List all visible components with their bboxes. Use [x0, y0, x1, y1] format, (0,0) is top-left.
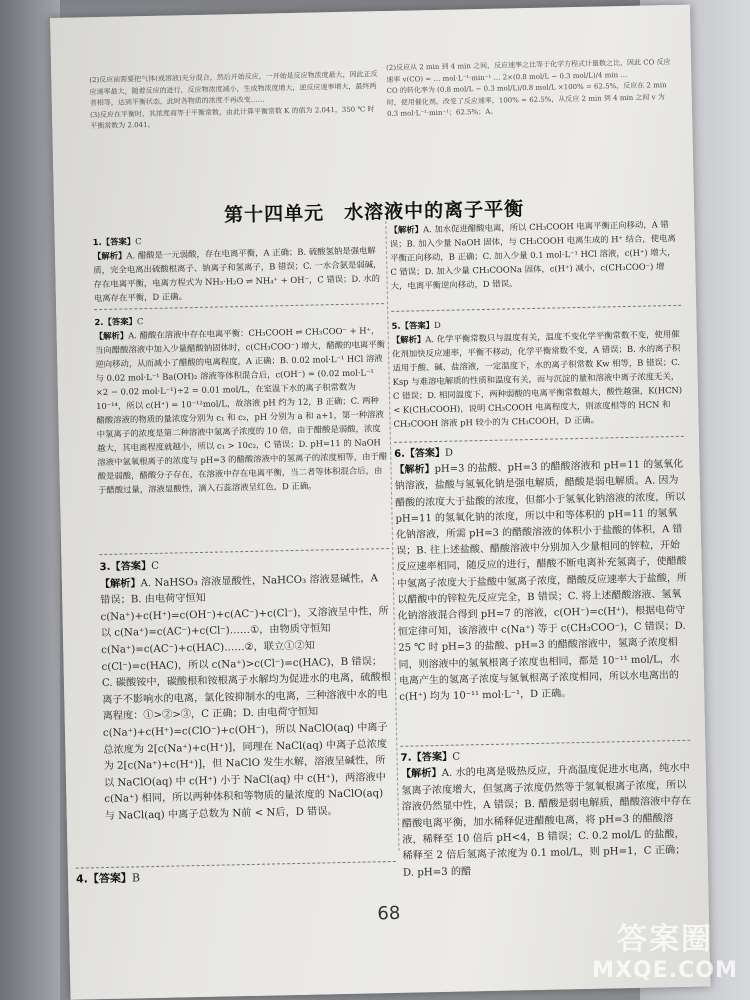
question-2 — [94, 309, 388, 497]
q1-explain-text: A. 醋酸是一元弱酸，存在电离平衡，A 正确；B. 硫酸氢钠是强电解质，完全电离出硫酸根离子、钠离子和氢离子，B 错误；C. 一水合氨是弱碱，存在电离平衡，电离方程式为 NH₃·H₂O ⇌ NH₄⁺ + OH⁻，C 错误；D. 水的电离存在平衡，D 正确。 — [93, 245, 382, 304]
q1-answer-label: 1.【答案】 — [92, 236, 136, 248]
q3-answer: C — [151, 560, 160, 572]
question-4 — [76, 865, 366, 888]
page-number: 68 — [377, 902, 401, 925]
watermark-url: MXQE.COM — [592, 958, 738, 983]
q7-explain-label: 【解析】 — [400, 768, 442, 781]
unit-title: 第十四单元 水溶液中的离子平衡 — [223, 198, 525, 227]
question-1 — [93, 229, 384, 305]
q3-explain-label: 【解析】 — [99, 577, 141, 590]
q2-answer-label: 2.【答案】 — [94, 316, 137, 328]
question-7 — [400, 745, 693, 882]
top-right-continuation — [386, 57, 677, 121]
watermark-logo-text — [590, 922, 740, 958]
book-page — [50, 5, 710, 1000]
question-3 — [99, 554, 394, 826]
q7-explain-text: A. 水的电离是吸热反应，升高温度促进水电离，纯水中氢离子浓度增大，但氢离子浓度仍然等于氢氧根离子浓度，所以溶液仍然显中性，A 错误；B. 醋酸是弱电解质，醋酸溶液中存在醋酸电离平衡，加水稀释促进醋酸电离，将 pH=3 的醋酸溶液，稀释至 10 倍后 pH<4，B 错误；C. 0.2 mol/L 的盐酸，稀释至 2 倍后氢离子浓度为 0.1 mol/L，则 pH=1，C 正确；D. pH=3 的醋 — [401, 763, 692, 879]
q2-explain-text: A. 醋酸在溶液中存在电离平衡：CH₃COOH ⇌ CH₃COO⁻ + H⁺，当向醋酸溶液中加入少量醋酸钠固体时，c(CH₃COO⁻) 增大，醋酸的电离平衡逆向移动，从而减小了醋酸的电离程度，A 正确；B. 0.02 mol·L⁻¹ HCl 溶液与 0.02 mol·L⁻¹ Ba(OH)₂ 溶液等体积混合后，c(OH⁻) = (0.02 mol·L⁻¹ ×2 − 0.02 mol·L⁻¹)÷2 = 0.01 mol/L，在室温下水的离子积常数为 10⁻¹⁴，所以 c(H⁺) = 10⁻¹²mol/L，故溶液 pH 约为 12，B 正确；C. 两种醋酸溶液的物质的量浓度分别为 c₁ 和 c₂，pH 分别为 a 和 a+1，第一种溶液中氢离子的浓度是第二种溶液中氢离子浓度的 10 倍，由于醋酸是弱酸，浓度越大，其电离程度就越小，所以 c₁ > 10c₂，C 错误；D. pH=11 的 NaOH 溶液中氢氧根离子的浓度与 pH=3 的醋酸溶液中的氢离子的浓度相等，由于醋酸是弱酸，醋酸分子存在，在溶液中存在电离平衡，当二者等体积混合后，由于醋酸过量，溶液显酸性，滴入石蕊溶液呈红色，D 正确。 — [94, 325, 388, 496]
question-4-explain — [389, 217, 680, 293]
background-left — [0, 0, 60, 1000]
q4-answer-label: 4.【答案】 — [75, 871, 133, 886]
top-left-para-2: (3)反应在平衡时，其浓度商等于平衡常数，由此计算平衡常数 K 的值为 2.041，350 ℃ 时平衡常数为 2.041。 — [89, 104, 375, 131]
q6-answer: D — [444, 447, 454, 459]
top-right-para-1: (2)反应从 2 min 到 4 min 之间，反应速率之比等于化学方程式计量数之比，因此 CO 反应速率 v(CO) = … mol·L⁻¹·min⁻¹ … 2×(0.8 mol/L − 0.3 mol/L)/4 min … — [386, 58, 671, 84]
top-left-para-1: (2)反应前需要把气体(或溶液)充分混合，然后开始反应，一开始是反应物浓度最大，因此正反应速率最大，随着反应的进行，反应物浓度减小，生成物浓度增大，逆反应速率增大，最终两者相等，达到平衡状态，此时各物质的浓度不再改变…… — [89, 70, 378, 108]
q4-answer: B — [131, 871, 141, 885]
q6-explain-label: 【解析】 — [394, 464, 435, 477]
q2-answer: C — [136, 316, 144, 327]
q1-answer: C — [135, 236, 142, 247]
q4-explain-text: A. 加水促进醋酸电离，所以 CH₃COOH 电离平衡正向移动，A 错误；B. 加入少量 NaOH 固体，与 CH₃COOH 电离生成的 H⁺ 结合，使电离平衡正向移动，B 正确；C. 加入少量 0.1 mol·L⁻¹ HCl 溶液，c(H⁺) 增大，C 错误；D. 加入少量 CH₃COONa 固体，c(H⁺) 减小，c(CH₃COO⁻) 增大，电离平衡逆向移动，D 错误。 — [389, 219, 676, 291]
q5-answer-label: 5.【答案】 — [391, 320, 435, 331]
q2-explain-label: 【解析】 — [94, 330, 129, 342]
q4-explain-label: 【解析】 — [389, 224, 424, 235]
q4-divider — [391, 305, 681, 312]
question-6 — [394, 441, 689, 706]
question-5 — [391, 313, 683, 431]
q7-answer-label: 7.【答案】 — [400, 751, 453, 764]
q5-explain-label: 【解析】 — [391, 334, 426, 345]
top-left-continuation — [89, 69, 380, 133]
q5-explain-text: A. 化学平衡常数只与温度有关，温度不变化学平衡常数不变，使用催化剂加快反应速率，平衡不移动，化学平衡常数不变，A 错误；B. 水的离子积适用于酸、碱、盐溶液，一定温度下，水的离子积常数 Kw 相等，B 错误；C. Ksp 与难溶电解质的性质和温度有关，而与沉淀的量和溶液中离子浓度无关，C 错误；D. 相同温度下，两种弱酸的电离平衡常数越大，酸性越强，K(HCN) < K(CH₃COOH)，说明 CH₃COOH 电离程度大，则浓度相等的 HCN 和 CH₃COOH 溶液 pH 较小的为 CH₃COOH，D 正确。 — [392, 328, 683, 429]
q6-explain-text: pH=3 的盐酸、pH=3 的醋酸溶液和 pH=11 的氢氧化钠溶液，盐酸与氢氧化钠是强电解质，醋酸是弱电解质。A. 因为醋酸的浓度大于盐酸的浓度，但都小于氢氧化钠溶液的浓度，所以 pH=11 的氢氧化钠的浓度，所以中和等体积的 pH=11 的氢氧化钠溶液，所需 pH=3 的醋酸溶液的体积小于盐酸的体积，A 错误；B. 往上述盐酸、醋酸溶液中分别加入少量相同的锌粒，开始反应速率相同，随反应的进行，醋酸不断电离补充氢离子，使醋酸中氢离子浓度大于盐酸中氢离子浓度，醋酸反应速率大于盐酸，所以醋酸中的锌粒先反应完全，B 错误；C. 将上述醋酸溶液、氢氧化钠溶液混合得到 pH=7 的溶液，c(OH⁻)=c(H⁺)，根据电荷守恒定律可知，该溶液中 c(Na⁺) 等于 c(CH₃COO⁻)，C 错误；D. 25 ℃ 时 pH=3 的盐酸、pH=3 的醋酸溶液中，氢离子浓度相同，则溶液中的氢氧根离子浓度也相同，都是 10⁻¹¹ mol/L，水电离产生的氢离子浓度与氢氧根离子浓度相同，所以水电离出的 c(H⁺) 均为 10⁻¹¹ mol·L⁻¹，D 正确。 — [394, 459, 687, 703]
q7-answer: C — [452, 751, 461, 763]
watermark-top: 答案圈 — [617, 922, 713, 957]
watermark — [590, 922, 740, 992]
q5-answer: D — [433, 319, 441, 331]
top-right-para-2: CO 的转化率为 (0.8 mol/L − 0.3 mol/L)/0.8 mol/L ×100% = 62.5%，反应在 2 min 时，使用催化剂，改变了反应速率，100% = 62.5%，从反应 2 min 到 4 min 之间 v 为 0.3 mol·L⁻¹·min⁻¹；62.5%；A。 — [386, 81, 667, 118]
q1-explain-label: 【解析】 — [92, 250, 127, 262]
q3-explain-text: A. NaHSO₃ 溶液显酸性，NaHCO₃ 溶液显碱性，A 错误；B. 由电荷守恒知 c(Na⁺)+c(H⁺)=c(OH⁻)+c(AC⁻)+c(Cl⁻)，又溶液呈中性，所以 c(Na⁺)=c(AC⁻)+c(Cl⁻)……①，由物质守恒知 c(Na⁺)=c(AC⁻)+c(HAC)……②，联立①②知 c(Cl⁻)=c(HAC)，所以 c(Na⁺)>c(Cl⁻)=c(HAC)，B 错误；C. 碳酸铵中，碳酸根和铵根离子水解均为促进水的电离，硫酸根离子不影响水的电离，氯化铵抑制水的电离，三种溶液中水的电离程度：①>②>③，C 正确；D. 由电荷守恒知 c(Na⁺)+c(H⁺)=c(ClO⁻)+c(OH⁻)，所以 NaClO(aq) 中离子总浓度为 2[c(Na⁺)+c(H⁺)]，同理在 NaCl(aq) 中离子总浓度为 2[c(Na⁺)+c(H⁺)]，但 NaClO 发生水解，溶液呈碱性，所以 NaClO(aq) 中 c(H⁺) 小于 NaCl(aq) 中 c(H⁺)，两溶液中 c(Na⁺) 相同，所以两种体积和等物质的量浓度的 NaClO(aq) 与 NaCl(aq) 中离子总数为 N前 < N后，D 错误。 — [100, 572, 391, 822]
q3-answer-label: 3.【答案】 — [99, 561, 152, 574]
q6-answer-label: 6.【答案】 — [394, 447, 446, 460]
